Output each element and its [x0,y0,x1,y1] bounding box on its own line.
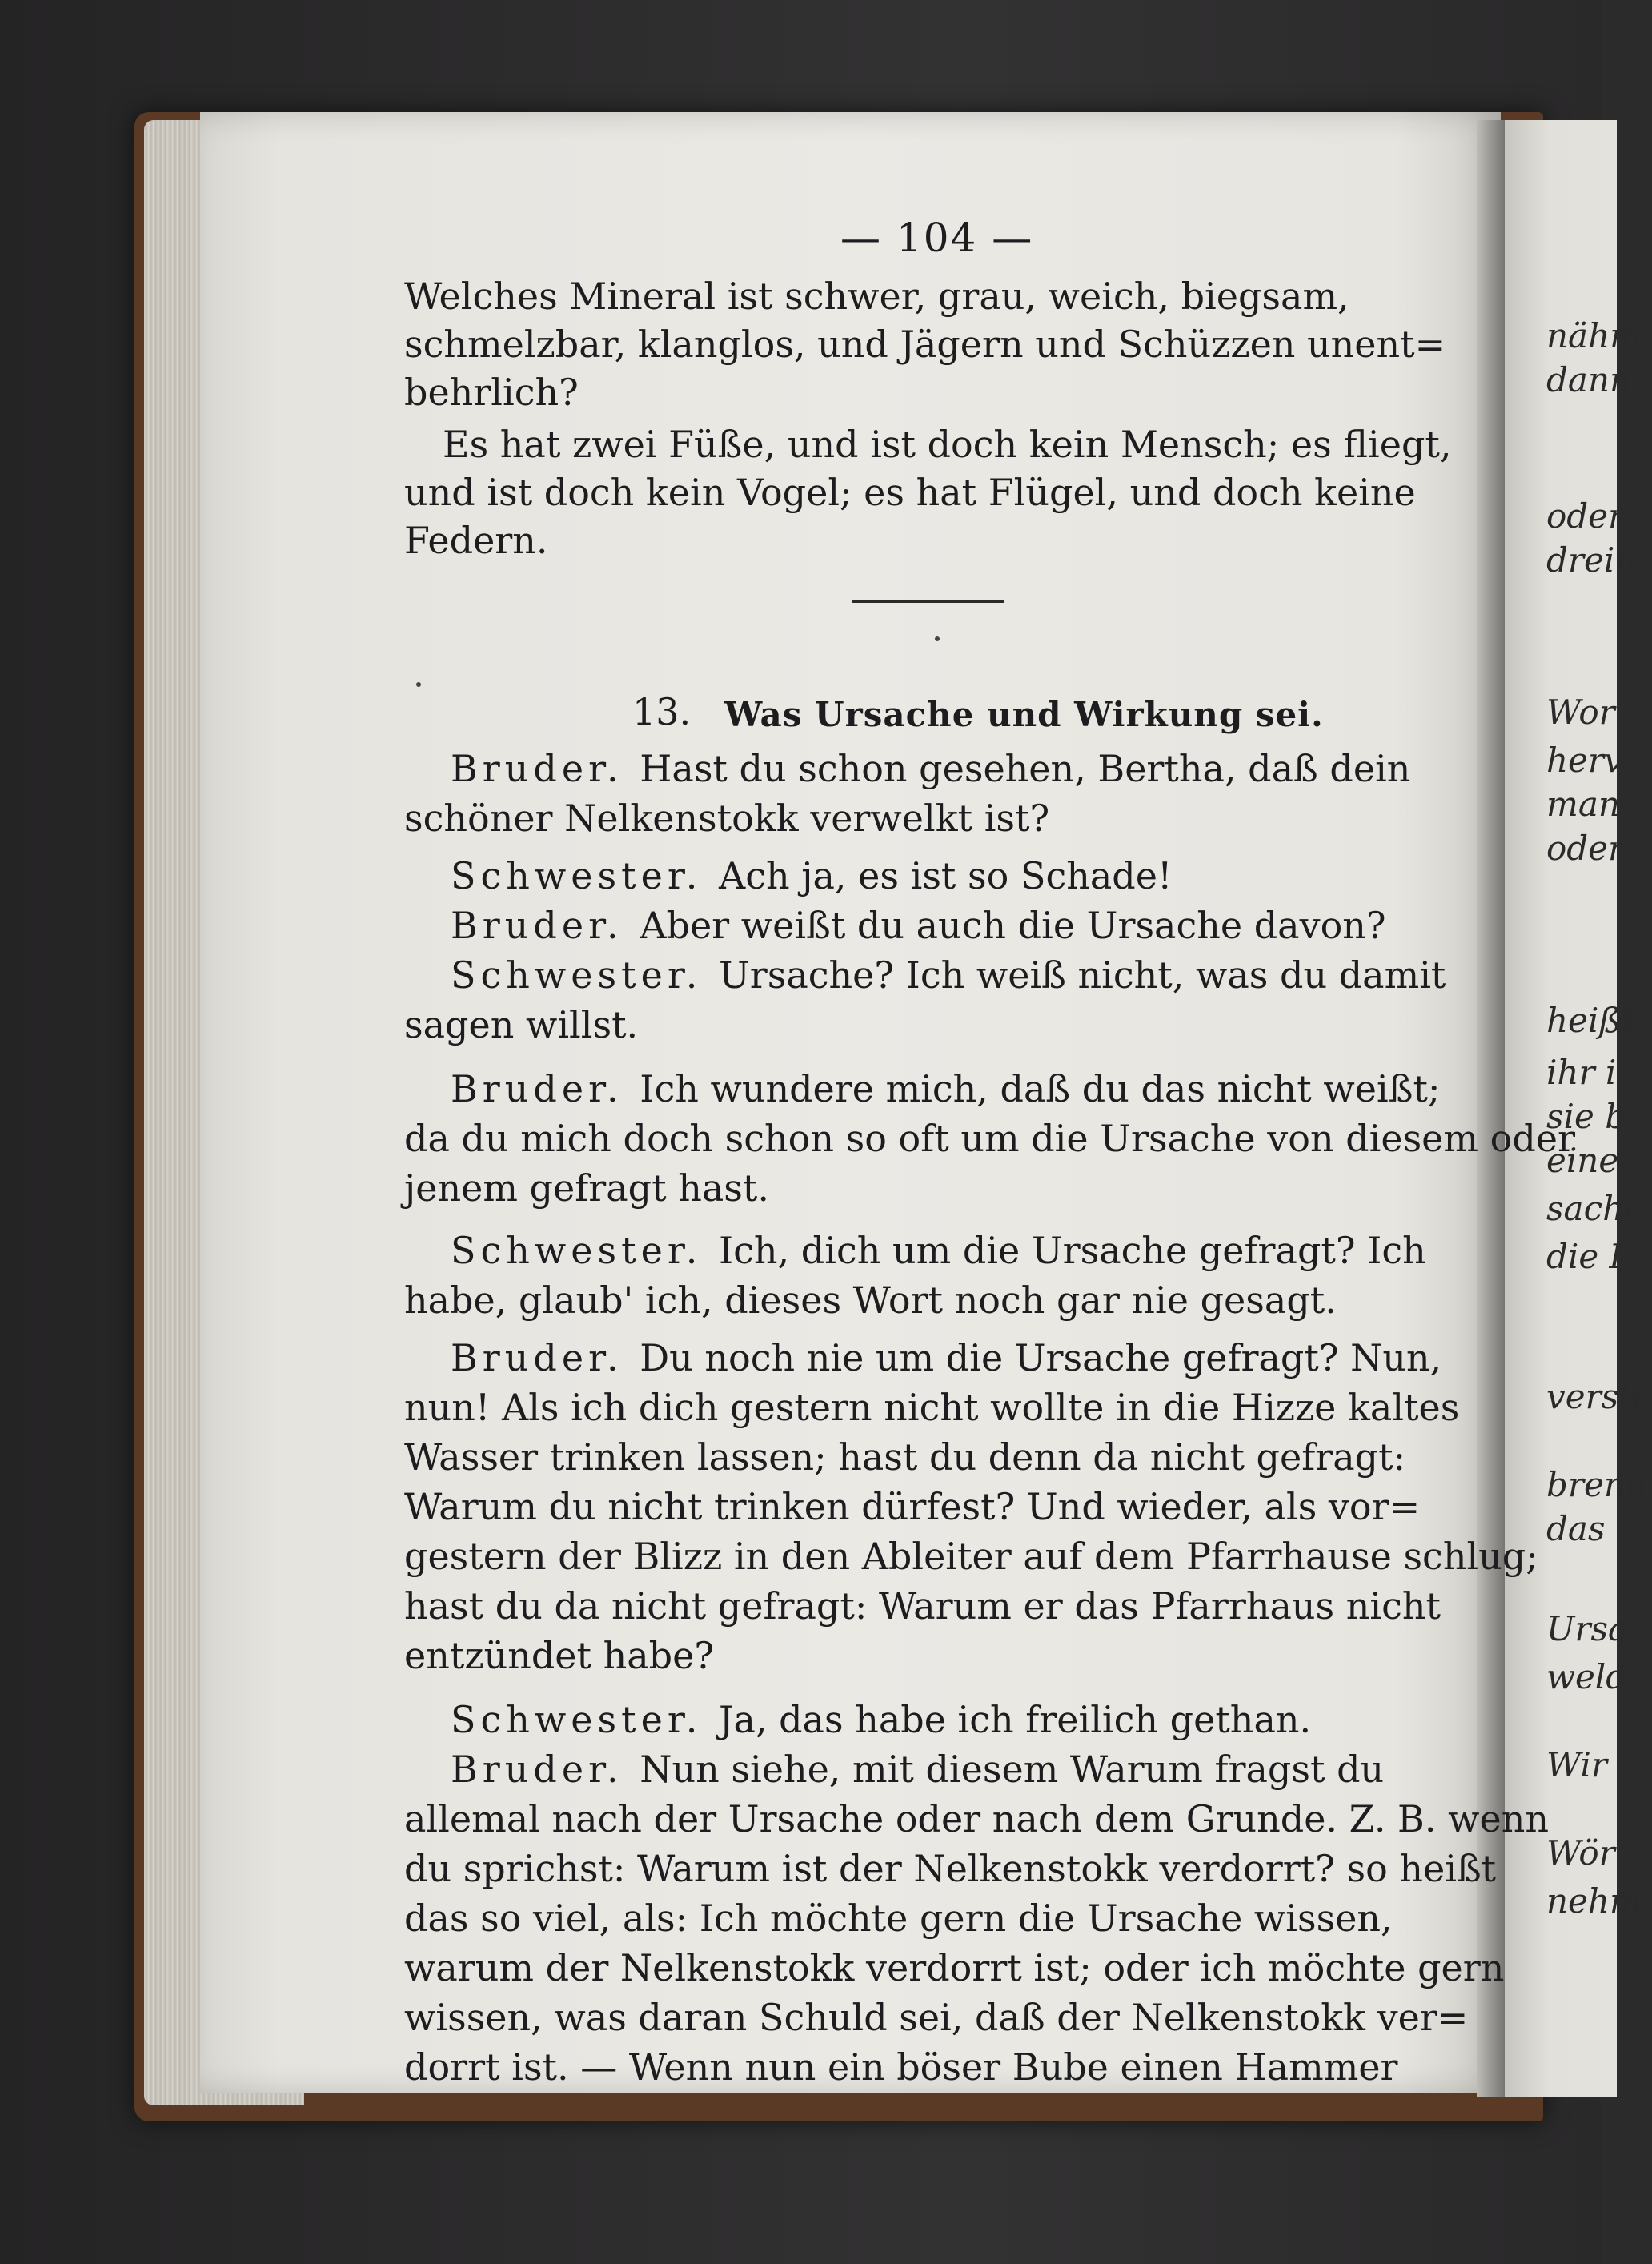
section-title: Was Ursache und Wirkung sei. [724,695,1324,734]
speaker-label: Schwester. [451,1698,719,1741]
riddle-line: und ist doch kein Vogel; es hat Flügel, und doch keine [404,471,1416,514]
speaker-label: Schwester. [451,1229,719,1272]
dialogue-continuation-line: wissen, was daran Schuld sei, daß der Nelkenstokk ver= [404,1996,1469,2039]
facing-page-fragment: ihr i [1546,1053,1617,1092]
ink-speck [935,636,940,641]
speaker-label: Schwester. [451,854,719,897]
facing-page-fragment: herv [1546,741,1623,780]
dialogue-continuation-line: Warum du nicht trinken dürfest? Und wieder, als vor= [404,1485,1421,1528]
riddle-line: Welches Mineral ist schwer, grau, weich, biegsam, [404,275,1349,318]
speaker-label: Schwester. [451,953,719,997]
speaker-label: Bruder. [451,747,640,790]
facing-page-fragment: heißt [1546,1001,1635,1040]
dialogue-text: Aber weißt du auch die Ursache davon? [640,904,1386,947]
dialogue-turn-line [451,901,1386,949]
facing-page-fragment: Wir [1546,1745,1607,1784]
section-number: 13. [632,690,692,733]
dialogue-continuation-line: allemal nach der Ursache oder nach dem Grunde. Z. B. wenn [404,1797,1549,1841]
dialogue-continuation-line: dorrt ist. — Wenn nun ein böser Bube einen Hammer [404,2045,1398,2089]
dialogue-turn-line [451,1696,1311,1744]
facing-page-fragment: dann [1546,360,1632,399]
riddle-line: behrlich? [404,371,579,414]
dialogue-continuation-line: du sprichst: Warum ist der Nelkenstokk verdorrt? so heißt [404,1847,1497,1890]
dialogue-text: Ich, dich um die Ursache gefragt? Ich [719,1229,1426,1272]
dialogue-continuation-line: schöner Nelkenstokk verwelkt ist? [404,797,1050,840]
speaker-label: Bruder. [451,1748,640,1791]
dialogue-turn-line [451,1226,1426,1275]
facing-page-fragment: sache [1546,1189,1645,1228]
dialogue-continuation-line: habe, glaub' ich, dieses Wort noch gar nie gesagt. [404,1279,1337,1322]
facing-page-fragment: die L [1546,1237,1632,1276]
facing-page-fragment: Wor [1546,692,1615,732]
speaker-label: Bruder. [451,1336,640,1379]
dialogue-text: Hast du schon gesehen, Bertha, daß dein [640,747,1411,790]
dialogue-text: Ach ja, es ist so Schade! [719,854,1173,897]
dialogue-turn-line [451,852,1172,900]
facing-page-fragment: verste [1546,1377,1652,1416]
dialogue-text: Ich wundere mich, daß du das nicht weißt; [640,1067,1441,1110]
dialogue-continuation-line: hast du da nicht gefragt: Warum er das Pfarrhaus nicht [404,1584,1441,1628]
facing-page-fragment: das [1546,1509,1606,1548]
page-number: — 104 — [840,215,1034,261]
facing-page-fragment: brenn [1546,1465,1647,1504]
dialogue-turn-line [451,1745,1384,1793]
dialogue-continuation-line: das so viel, als: Ich möchte gern die Ursache wissen, [404,1897,1393,1940]
speaker-label: Bruder. [451,1067,640,1110]
dialogue-text: Ursache? Ich weiß nicht, was du damit [719,953,1446,997]
facing-page-fragment: oder [1546,829,1625,868]
riddle-line: Es hat zwei Füße, und ist doch kein Mensch; es fliegt, [443,423,1452,466]
dialogue-text: Nun siehe, mit diesem Warum fragst du [640,1748,1385,1791]
facing-page-fragment: nähm [1546,316,1642,355]
dialogue-continuation-line: entzündet habe? [404,1634,714,1677]
facing-page-fragment: man [1546,785,1620,824]
dialogue-continuation-line: jenem gefragt hast. [404,1166,770,1210]
facing-page-fragment: weld [1546,1657,1628,1696]
speaker-label: Bruder. [451,904,640,947]
facing-page-fragment: Wör [1546,1833,1615,1873]
dialogue-text: Ja, das habe ich freilich gethan. [719,1698,1312,1741]
dialogue-continuation-line: gestern der Blizz in den Ableiter auf dem Pfarrhause schlug; [404,1535,1538,1578]
facing-page-fragment: oder [1546,496,1625,536]
dialogue-text: Du noch nie um die Ursache gefragt? Nun, [640,1336,1442,1379]
facing-page-fragment: nehm [1546,1881,1642,1921]
riddle-line: schmelzbar, klanglos, und Jägern und Schüzzen unent= [404,323,1446,366]
riddle-line: Federn. [404,519,548,562]
dialogue-continuation-line: da du mich doch schon so oft um die Ursache von diesem oder [404,1117,1575,1160]
dialogue-continuation-line: Wasser trinken lassen; hast du denn da nicht gefragt: [404,1435,1406,1479]
facing-page-fragment: sie b [1546,1097,1627,1136]
facing-page-fragment: drein [1546,540,1637,580]
dialogue-continuation-line: nun! Als ich dich gestern nicht wollte in die Hizze kaltes [404,1386,1460,1429]
ink-speck [416,682,421,687]
dialogue-turn-line [451,745,1410,793]
dialogue-turn-line [451,1065,1440,1113]
dialogue-continuation-line: sagen willst. [404,1003,639,1046]
facing-page-fragment: eine [1546,1141,1619,1180]
facing-page-fragment: Ursa [1546,1609,1629,1648]
dialogue-turn-line [451,951,1446,999]
section-divider [852,600,1004,603]
dialogue-continuation-line: warum der Nelkenstokk verdorrt ist; oder ich möchte gern [404,1946,1505,1989]
dialogue-turn-line [451,1334,1441,1382]
